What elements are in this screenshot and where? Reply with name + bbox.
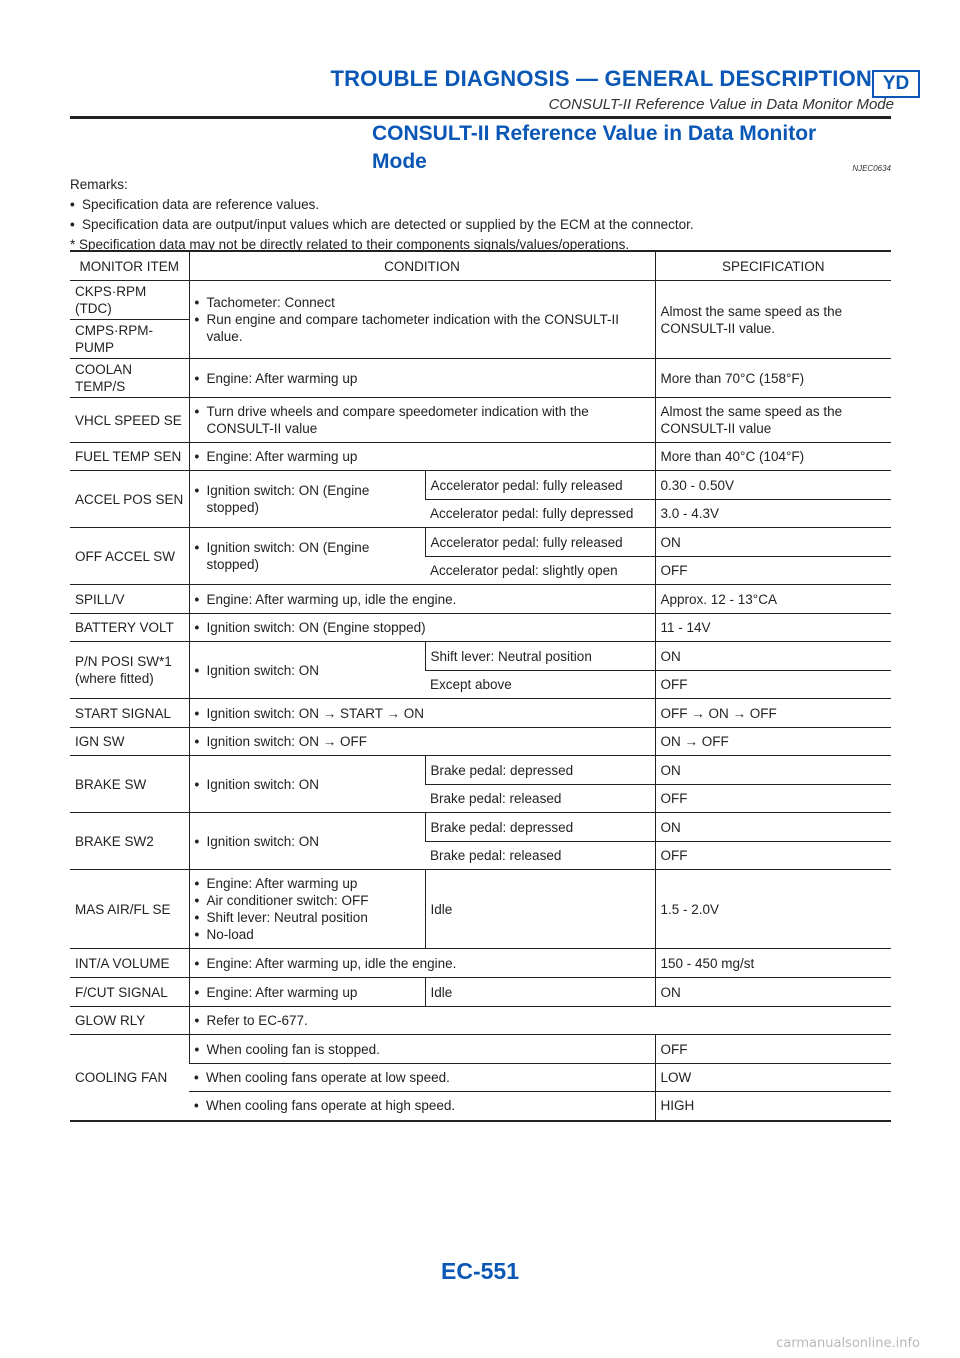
- condition-line: • Ignition switch: ON (Engine stopped): [195, 619, 650, 636]
- condition-line: • No-load: [195, 926, 420, 943]
- specification-cell: OFF: [655, 557, 891, 585]
- specification-cell: OFF: [655, 671, 891, 699]
- monitor-item: F/CUT SIGNAL: [70, 978, 189, 1007]
- header-rule: [70, 116, 891, 119]
- section-title: CONSULT-II Reference Value in Data Monitor Mode: [372, 122, 817, 173]
- condition-line: • Ignition switch: ON (Engine stopped): [195, 482, 420, 516]
- sub-condition-cell: Except above: [425, 671, 655, 699]
- table-row: [70, 699, 891, 728]
- remarks: [70, 175, 900, 255]
- header-title: TROUBLE DIAGNOSIS — GENERAL DESCRIPTION: [330, 66, 872, 91]
- specification-cell: More than 40°C (104°F): [655, 443, 891, 471]
- specification-cell: 11 - 14V: [655, 614, 891, 642]
- condition-line: • Ignition switch: ON → START → ON: [195, 705, 650, 722]
- header-subtitle: CONSULT-II Reference Value in Data Monitor Mode: [548, 96, 894, 113]
- monitor-item: COOLING FAN: [70, 1035, 189, 1121]
- table-row: [70, 398, 891, 443]
- sub-condition-cell: Brake pedal: depressed: [425, 756, 655, 785]
- condition-line: • When cooling fans operate at low speed.: [194, 1069, 650, 1086]
- condition-line: • Air conditioner switch: OFF: [195, 892, 420, 909]
- specification-cell: OFF → ON → OFF: [655, 699, 891, 728]
- sub-condition-cell: Accelerator pedal: fully depressed: [425, 500, 655, 528]
- condition-cell: [189, 1007, 891, 1035]
- table-row: [70, 281, 891, 320]
- condition-line: • Refer to EC-677.: [195, 1012, 887, 1029]
- sub-condition-cell: Brake pedal: released: [425, 842, 655, 870]
- monitor-item: BRAKE SW: [70, 756, 189, 813]
- table-row: [70, 978, 891, 1007]
- condition-line: • Engine: After warming up: [195, 448, 650, 465]
- condition-cell: [189, 471, 425, 528]
- table-row: [70, 1064, 891, 1092]
- condition-line: • Turn drive wheels and compare speedometer indication with the CONSULT-II value: [195, 403, 650, 437]
- table-row: [70, 1092, 891, 1121]
- sub-condition-cell: Accelerator pedal: slightly open: [425, 557, 655, 585]
- remarks-heading: Remarks:: [70, 177, 128, 192]
- monitor-item: CKPS·RPM (TDC): [70, 281, 189, 320]
- condition-cell: [189, 642, 425, 699]
- sub-condition-cell: Brake pedal: released: [425, 785, 655, 813]
- monitor-item: BRAKE SW2: [70, 813, 189, 870]
- condition-line: • When cooling fan is stopped.: [195, 1041, 650, 1058]
- column-header: SPECIFICATION: [655, 251, 891, 281]
- condition-cell: [189, 699, 655, 728]
- specification-cell: OFF: [655, 842, 891, 870]
- condition-cell: [189, 443, 655, 471]
- specification-cell: ON: [655, 528, 891, 557]
- monitor-item: P/N POSI SW*1 (where fitted): [70, 642, 189, 699]
- table-row: [70, 1007, 891, 1035]
- condition-line: • Engine: After warming up, idle the engine.: [195, 955, 650, 972]
- specification-cell: More than 70°C (158°F): [655, 359, 891, 398]
- table-row: [70, 756, 891, 785]
- specification-cell: OFF: [655, 1035, 891, 1064]
- condition-line: • Ignition switch: ON → OFF: [195, 733, 650, 750]
- monitor-item: OFF ACCEL SW: [70, 528, 189, 585]
- condition-cell: [189, 813, 425, 870]
- column-header: MONITOR ITEM: [70, 251, 189, 281]
- remarks-note: * Specification data may not be directly related to their components signals/values/operations.: [70, 237, 630, 252]
- condition-line: • Tachometer: Connect: [195, 294, 650, 311]
- condition-line: • Ignition switch: ON: [195, 776, 420, 793]
- table-row: [70, 1035, 891, 1064]
- specification-cell: ON: [655, 756, 891, 785]
- specification-cell: Almost the same speed as the CONSULT-II value: [655, 398, 891, 443]
- monitor-item: MAS AIR/FL SE: [70, 870, 189, 949]
- table-row: [70, 585, 891, 614]
- specification-cell: ON: [655, 642, 891, 671]
- condition-cell: [189, 528, 425, 585]
- table-row: [70, 359, 891, 398]
- condition-cell: [189, 1035, 655, 1064]
- page-number: EC-551: [441, 1258, 519, 1284]
- condition-line: • Run engine and compare tachometer indication with the CONSULT-II value.: [195, 311, 650, 345]
- section-badge: YD: [872, 70, 920, 98]
- monitor-item: VHCL SPEED SE: [70, 398, 189, 443]
- specification-cell: 150 - 450 mg/st: [655, 949, 891, 978]
- condition-cell: [189, 756, 425, 813]
- remarks-item: • Specification data are reference values.: [70, 195, 900, 215]
- condition-line: • Engine: After warming up: [195, 984, 420, 1001]
- condition-cell: [189, 978, 425, 1007]
- specification-cell: Approx. 12 - 13°CA: [655, 585, 891, 614]
- specification-cell: HIGH: [655, 1092, 891, 1121]
- specification-cell: ON: [655, 813, 891, 842]
- specification-cell: Almost the same speed as the CONSULT-II value.: [655, 281, 891, 359]
- condition-cell: [189, 359, 655, 398]
- reference-value-table: [70, 250, 891, 1122]
- condition-cell: [189, 398, 655, 443]
- condition-line: • When cooling fans operate at high speed.: [194, 1097, 650, 1114]
- condition-line: • Engine: After warming up: [195, 875, 420, 892]
- sub-condition-cell: Idle: [425, 870, 655, 949]
- monitor-item: SPILL/V: [70, 585, 189, 614]
- monitor-item: GLOW RLY: [70, 1007, 189, 1035]
- table-row: [70, 528, 891, 557]
- condition-cell: [189, 728, 655, 756]
- condition-line: • Ignition switch: ON: [195, 662, 420, 679]
- monitor-item: IGN SW: [70, 728, 189, 756]
- monitor-item: COOLAN TEMP/S: [70, 359, 189, 398]
- condition-line: • Engine: After warming up, idle the engine.: [195, 591, 650, 608]
- table-header-row: [70, 251, 891, 281]
- condition-cell: [189, 870, 425, 949]
- table-row: [70, 443, 891, 471]
- sub-condition-cell: Brake pedal: depressed: [425, 813, 655, 842]
- sub-condition-cell: Accelerator pedal: fully released: [425, 471, 655, 500]
- sub-condition-cell: Shift lever: Neutral position: [425, 642, 655, 671]
- specification-cell: 3.0 - 4.3V: [655, 500, 891, 528]
- bullet-icon: •: [70, 197, 75, 212]
- condition-cell: [189, 281, 655, 359]
- condition-cell: [189, 614, 655, 642]
- condition-cell: [189, 585, 655, 614]
- condition-cell: [189, 1064, 655, 1092]
- table-row: [70, 728, 891, 756]
- condition-cell: [189, 949, 655, 978]
- sub-condition-cell: Accelerator pedal: fully released: [425, 528, 655, 557]
- column-header: CONDITION: [189, 251, 655, 281]
- monitor-item: START SIGNAL: [70, 699, 189, 728]
- table-row: [70, 642, 891, 671]
- condition-cell: [189, 1092, 655, 1121]
- watermark: carmanualsonline.info: [776, 1336, 920, 1351]
- condition-line: • Ignition switch: ON (Engine stopped): [195, 539, 420, 573]
- specification-cell: LOW: [655, 1064, 891, 1092]
- sub-condition-cell: Idle: [425, 978, 655, 1007]
- specification-cell: ON: [655, 978, 891, 1007]
- table-row: [70, 471, 891, 500]
- specification-cell: 1.5 - 2.0V: [655, 870, 891, 949]
- table-row: [70, 949, 891, 978]
- monitor-item: BATTERY VOLT: [70, 614, 189, 642]
- monitor-item: CMPS·RPM-PUMP: [70, 320, 189, 359]
- condition-line: • Shift lever: Neutral position: [195, 909, 420, 926]
- condition-line: • Engine: After warming up: [195, 370, 650, 387]
- specification-cell: 0.30 - 0.50V: [655, 471, 891, 500]
- specification-cell: ON → OFF: [655, 728, 891, 756]
- monitor-item: ACCEL POS SEN: [70, 471, 189, 528]
- condition-line: • Ignition switch: ON: [195, 833, 420, 850]
- bullet-icon: •: [70, 217, 75, 232]
- remarks-item: • Specification data are output/input values which are detected or supplied by the ECM at the connector.: [70, 215, 900, 235]
- specification-cell: OFF: [655, 785, 891, 813]
- table-row: [70, 870, 891, 949]
- section-ref-code: NJEC0634: [852, 164, 891, 173]
- table-row: [70, 813, 891, 842]
- monitor-item: FUEL TEMP SEN: [70, 443, 189, 471]
- table-row: [70, 614, 891, 642]
- monitor-item: INT/A VOLUME: [70, 949, 189, 978]
